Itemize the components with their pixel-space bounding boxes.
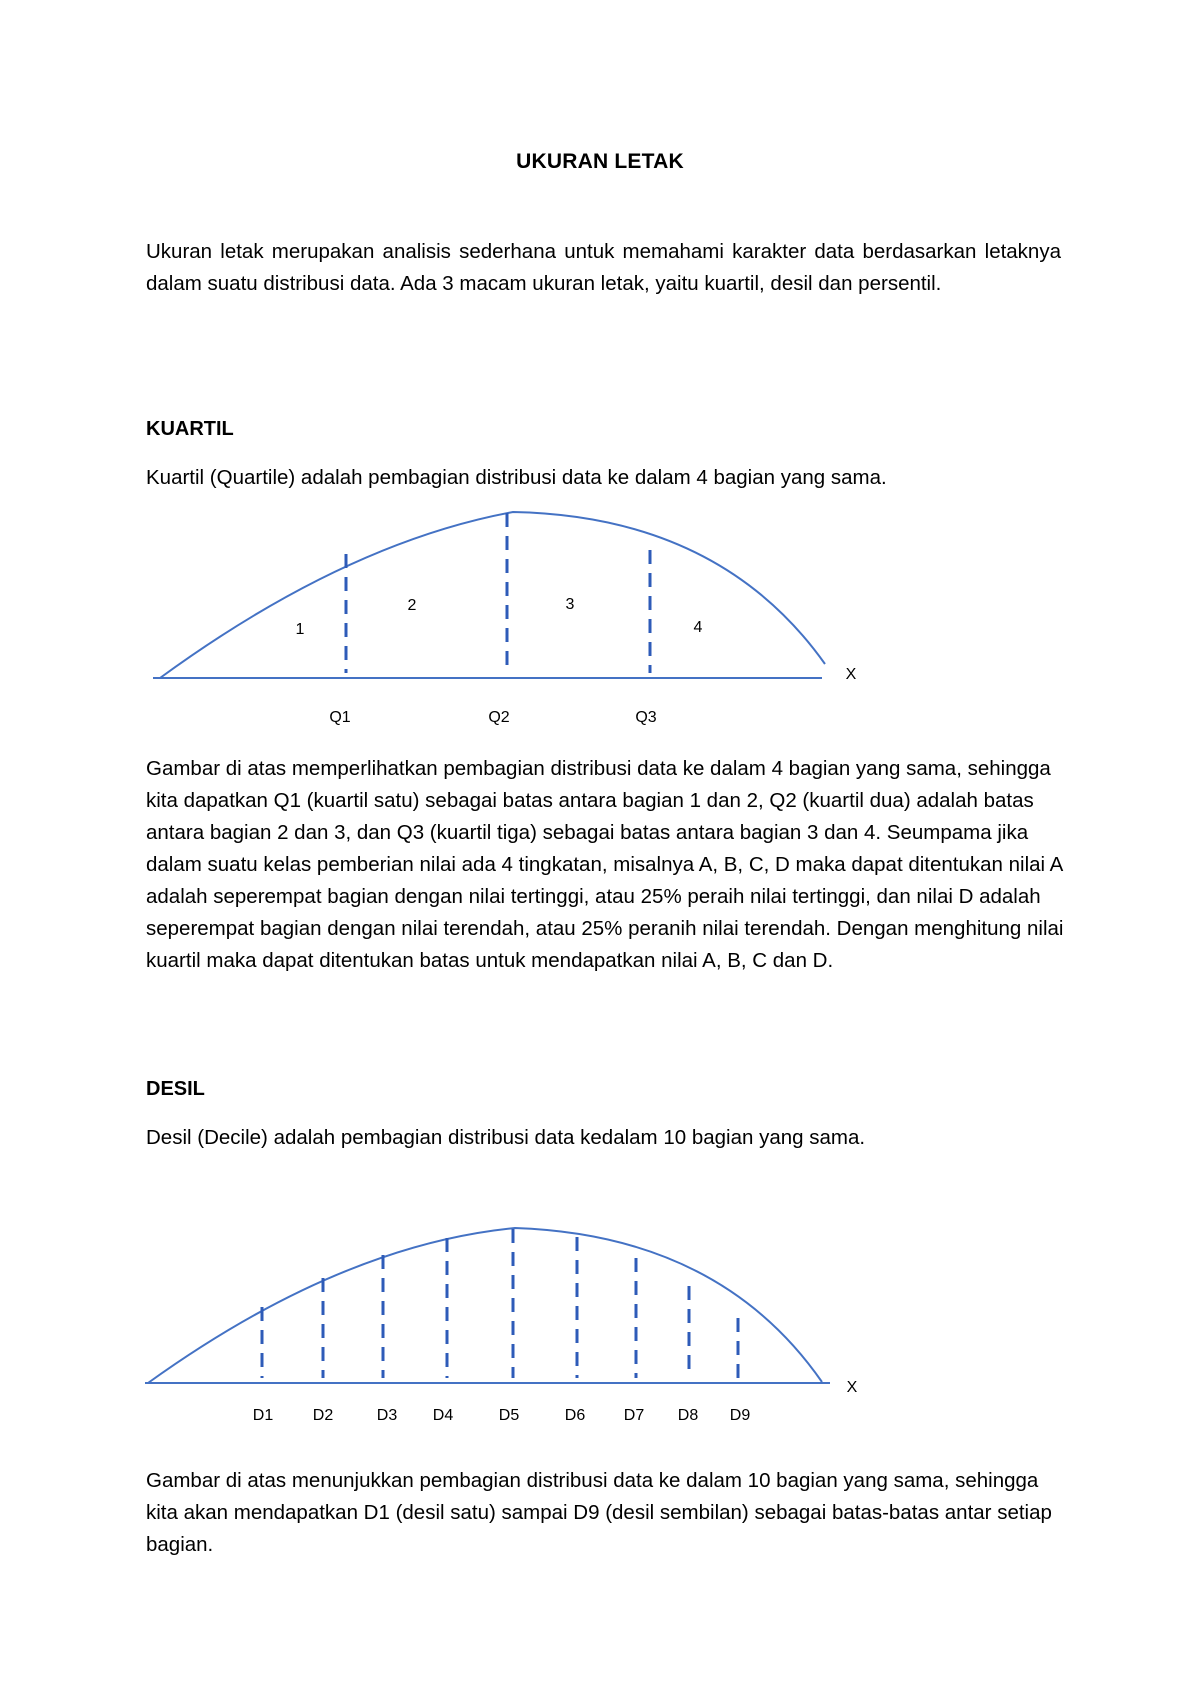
d1-label: D1 (252, 1407, 274, 1424)
section-label: 1 (295, 621, 305, 638)
intro-paragraph: Ukuran letak merupakan analisis sederhana untuk memahami karakter data berdasarkan letaknya dalam suatu distribusi data. Ada 3 macam ukuran letak, yaitu kuartil, desil dan persentil. (146, 240, 1061, 295)
d8-label: D8 (677, 1407, 699, 1424)
section-label: 3 (565, 596, 575, 613)
d7-label: D7 (623, 1407, 645, 1424)
q1-label: Q1 (329, 709, 351, 726)
kuartil-heading: KUARTIL (146, 418, 234, 440)
page-title: UKURAN LETAK (516, 150, 684, 173)
desil-explanation: Gambar di atas menunjukkan pembagian distribusi data ke dalam 10 bagian yang sama, sehingga kita akan mendapatkan D1 (desil satu) sampai D9 (desil sembilan) sebagai batas-batas antar setiap bagian. (146, 1469, 1052, 1556)
x-axis-label: X (846, 1379, 858, 1396)
q3-label: Q3 (635, 709, 657, 726)
d9-label: D9 (729, 1407, 751, 1424)
d4-label: D4 (432, 1407, 454, 1424)
d3-label: D3 (376, 1407, 398, 1424)
d6-label: D6 (564, 1407, 586, 1424)
desil-definition: Desil (Decile) adalah pembagian distribusi data kedalam 10 bagian yang sama. (146, 1126, 866, 1149)
d5-label: D5 (498, 1407, 520, 1424)
decile-diagram (0, 1200, 1200, 1424)
section-label: 4 (693, 619, 703, 636)
kuartil-explanation: Gambar di atas memperlihatkan pembagian distribusi data ke dalam 4 bagian yang sama, sehingga kita dapatkan Q1 (kuartil satu) sebagai batas antara bagian 1 dan 2, Q2 (kuartil dua) adalah batas antara bagian 2 dan 3, dan Q3 (kuartil tiga) sebagai batas antara bagian 3 dan 4. Seumpama jika dalam suatu kelas pemberian nilai ada 4 tingkatan, misalnya A, B, C, D maka dapat ditentukan nilai A adalah seperempat bagian dengan nilai tertinggi, atau 25% peraih nilai tertinggi, dan nilai D adalah seperempat bagian dengan nilai terendah, atau 25% peranih nilai terendah. Dengan menghitung nilai kuartil maka dapat ditentukan batas untuk mendapatkan nilai A, B, C dan D. (146, 757, 1064, 972)
distribution-curve (160, 512, 825, 678)
d2-label: D2 (312, 1407, 334, 1424)
desil-heading: DESIL (146, 1078, 205, 1100)
quartile-diagram (0, 498, 1200, 728)
section-label: 2 (407, 597, 417, 614)
x-axis-label: X (845, 666, 857, 683)
q2-label: Q2 (488, 709, 510, 726)
distribution-curve (148, 1228, 822, 1383)
kuartil-definition: Kuartil (Quartile) adalah pembagian distribusi data ke dalam 4 bagian yang sama. (146, 466, 887, 489)
